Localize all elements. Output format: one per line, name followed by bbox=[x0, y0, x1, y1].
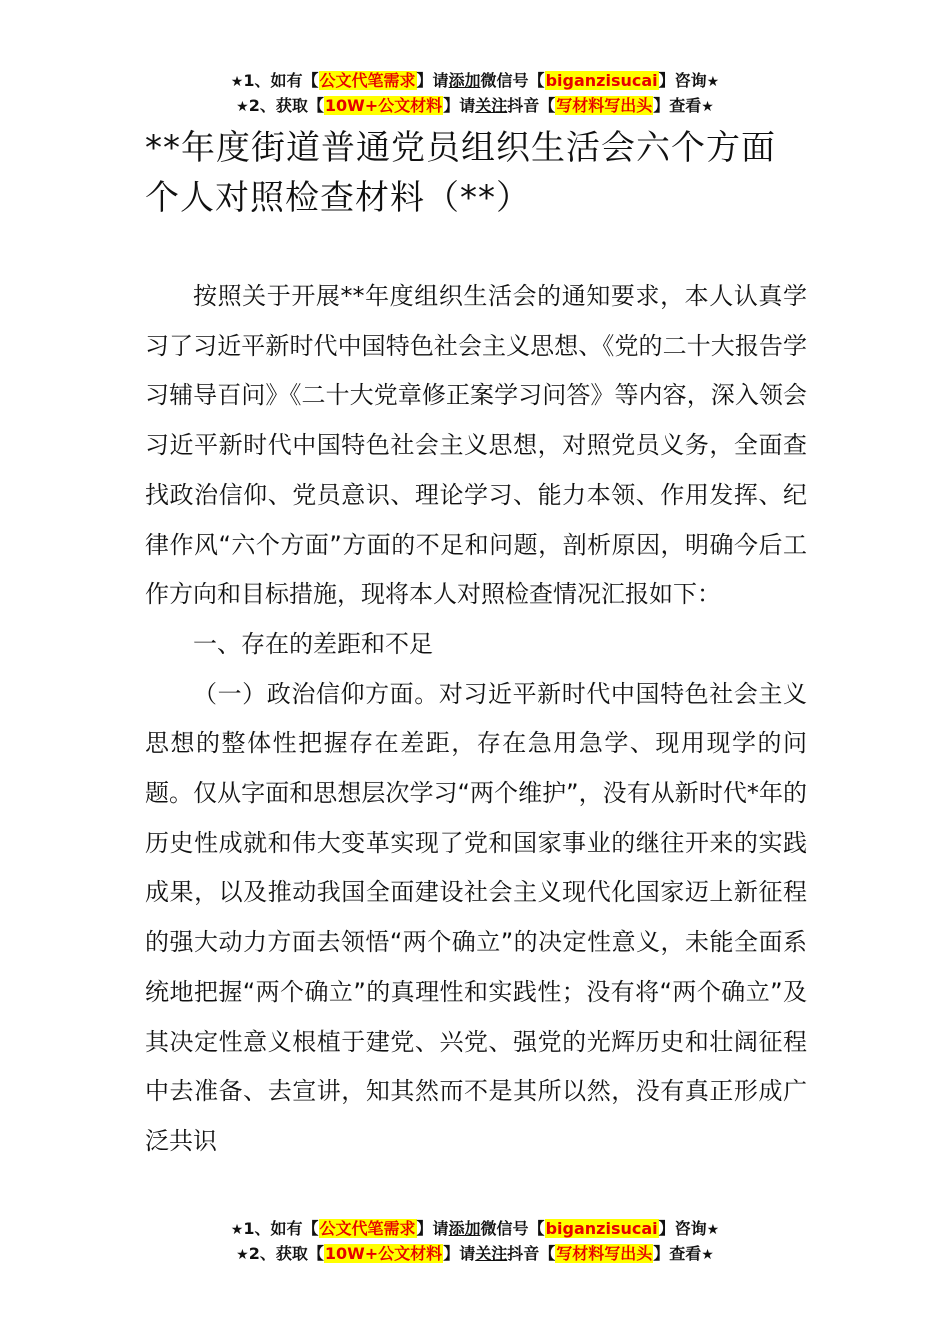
star-icon: ★ bbox=[701, 1247, 714, 1263]
star-icon: ★ bbox=[236, 99, 249, 115]
star-icon: ★ bbox=[701, 99, 714, 115]
banner-text: 】请 bbox=[443, 96, 476, 115]
star-icon: ★ bbox=[706, 74, 720, 90]
banner-underlined-text: 关注 bbox=[475, 96, 508, 115]
bottom-ad-banner bbox=[0, 1217, 950, 1267]
star-icon: ★ bbox=[230, 1222, 244, 1238]
banner-text: 1、如有【 bbox=[243, 1219, 319, 1238]
banner-line-2 bbox=[0, 1242, 950, 1267]
intro-paragraph: 按照关于开展**年度组织生活会的通知要求，本人认真学习了习近平新时代中国特色社会主义思想、《党的二十大报告学习辅导百问》《二十大党章修正案学习问答》等内容，深入领会习近平新时代中国特色社会主义思想，对照党员义务，全面查找政治信仰、党员意识、理论学习、能力本领、作用发挥、纪律作风“六个方面”方面的不足和问题，剖析原因，明确今后工作方向和目标措施，现将本人对照检查情况汇报如下： bbox=[145, 282, 807, 609]
banner-highlight: 10W+公文材料 bbox=[324, 96, 443, 115]
banner-text: 】请 bbox=[416, 71, 449, 90]
banner-text: 】请 bbox=[416, 1219, 449, 1238]
douyin-id-highlight: 写材料写出头 bbox=[556, 96, 653, 115]
wechat-id-highlight: biganzisucai bbox=[545, 71, 658, 90]
star-icon: ★ bbox=[706, 1222, 720, 1238]
banner-line-2 bbox=[0, 94, 950, 119]
banner-highlight: 公文代笔需求 bbox=[319, 1219, 416, 1238]
banner-underlined-text: 添加 bbox=[448, 1219, 481, 1238]
banner-text: 抖音【 bbox=[507, 1244, 556, 1263]
banner-text: 微信号【 bbox=[480, 71, 545, 90]
banner-underlined-text: 添加 bbox=[448, 71, 481, 90]
section-heading: 一、存在的差距和不足 bbox=[193, 629, 433, 658]
banner-underlined-text: 关注 bbox=[475, 1244, 508, 1263]
star-icon: ★ bbox=[236, 1247, 249, 1263]
banner-line-1 bbox=[0, 1217, 950, 1242]
top-ad-banner bbox=[0, 69, 950, 119]
document-title bbox=[145, 123, 825, 223]
banner-text: 抖音【 bbox=[507, 96, 556, 115]
douyin-id-highlight: 写材料写出头 bbox=[556, 1244, 653, 1263]
banner-text: 微信号【 bbox=[480, 1219, 545, 1238]
title-line-1: **年度街道普通党员组织生活会六个方面 bbox=[145, 128, 776, 168]
banner-text: 】请 bbox=[443, 1244, 476, 1263]
banner-text: 1、如有【 bbox=[243, 71, 319, 90]
title-line-2: 个人对照检查材料（**） bbox=[145, 178, 531, 218]
banner-text: 2、获取【 bbox=[248, 1244, 324, 1263]
banner-text: 】查看 bbox=[653, 96, 702, 115]
banner-text: 】咨询 bbox=[658, 71, 707, 90]
banner-highlight: 公文代笔需求 bbox=[319, 71, 416, 90]
political-belief-paragraph: （一）政治信仰方面。对习近平新时代中国特色社会主义思想的整体性把握存在差距，存在急用急学、现用现学的问题。仅从字面和思想层次学习“两个维护”，没有从新时代*年的历史性成就和伟大变革实现了党和国家事业的继往开来的实践成果，以及推动我国全面建设社会主义现代化国家迈上新征程的强大动力方面去领悟“两个确立”的决定性意义，未能全面系统地把握“两个确立”的真理性和实践性；没有将“两个确立”及其决定性意义根植于建党、兴党、强党的光辉历史和壮阔征程中去准备、去宣讲，知其然而不是其所以然，没有真正形成广泛共识 bbox=[145, 679, 807, 1155]
banner-highlight: 10W+公文材料 bbox=[324, 1244, 443, 1263]
banner-line-1 bbox=[0, 69, 950, 94]
banner-text: 】查看 bbox=[653, 1244, 702, 1263]
wechat-id-highlight: biganzisucai bbox=[545, 1219, 658, 1238]
document-body bbox=[145, 272, 807, 1167]
star-icon: ★ bbox=[230, 74, 244, 90]
banner-text: 2、获取【 bbox=[248, 96, 324, 115]
banner-text: 】咨询 bbox=[658, 1219, 707, 1238]
